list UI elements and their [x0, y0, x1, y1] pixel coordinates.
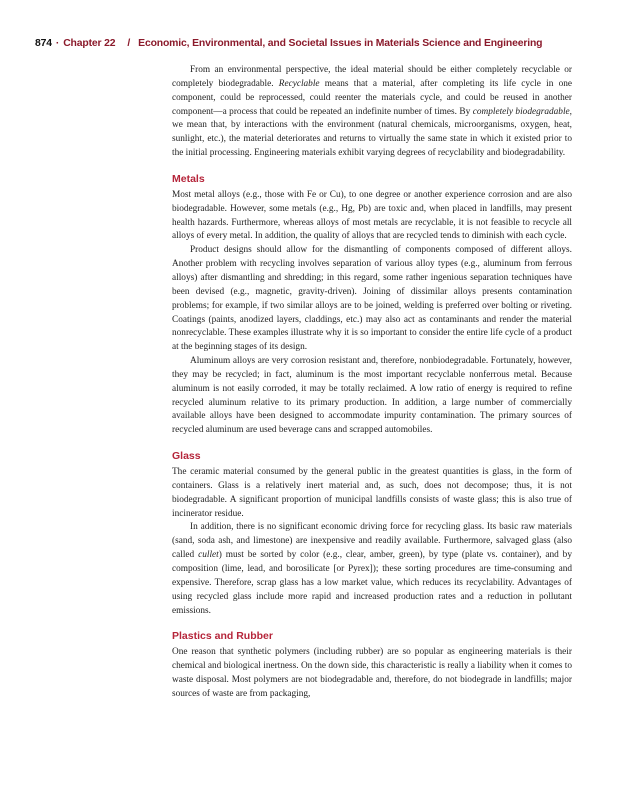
metals-paragraph-3: Aluminum alloys are very corrosion resistant and, therefore, nonbiodegradable. Fortunately, however, they may be recycled; in fact, aluminum is the most important recyclable nonferrous metal. Because aluminum is not easily corroded, it may be totally reclaimed. A low ratio of energy is required to refine recycled aluminum relative to its primary production. In addition, a large number of commercially available alloys have been designed to accommodate impurity contamination. The primary sources of recycled aluminum are used beverage cans and scrapped automobiles.	[172, 356, 572, 436]
head-separator: ·	[55, 38, 60, 49]
metals-paragraph-2: Product designs should allow for the dismantling of components composed of different alloys. Another problem with recycling involves separation of various alloy types (e.g., aluminum from ferrous alloys) after dismantling and shredding; in this regard, some rather ingenious separation techniques have been devised (e.g., magnetic, gravity-driven). Joining of dissimilar alloys presents contamination problems; for example, if two similar alloys are to be joined, welding is preferred over bolting or riveting. Coatings (paints, anodized layers, claddings, etc.) may also act as contaminants and render the material nonrecyclable. These examples illustrate why it is so important to consider the entire life cycle of a product at the beginning stages of its design.	[172, 245, 572, 353]
chapter-label: Chapter 22	[63, 38, 116, 49]
plastics-paragraph-1: One reason that synthetic polymers (including rubber) are so popular as engineering materials is their chemical and biological inertness. On the down side, this characteristic is really a liability when it comes to waste disposal. Most polymers are not biodegradable and, therefore, do not biodegrade in landfills; major sources of waste are from packaging,	[172, 647, 572, 699]
chapter-title: Economic, Environmental, and Societal Issues in Materials Science and Engineering	[138, 38, 543, 49]
glass-paragraph-2	[172, 521, 572, 618]
intro-text-1: From an environmental perspective, the ideal material should be either completely recyclable or completely biodegradable.	[172, 65, 572, 89]
intro-paragraph	[172, 64, 572, 161]
intro-text-3: , we mean that, by interactions with the environment (natural chemicals, microorganisms, oxygen, heat, sunlight, etc.), the material deteriorates and returns to virtually the same state in which it existed prior to the initial processing. Engineering materials exhibit varying degrees of recyclability and biodegradability.	[172, 106, 572, 159]
head-slash: /	[127, 38, 131, 49]
glass-text-2: ) must be sorted by color (e.g., clear, amber, green), by type (plate vs. container), and by composition (lime, lead, and borosilicate [or Pyrex]); these sorting procedures are time-consuming and expensive. Therefore, scrap glass has a low market value, which reduces its recyclability. Advantages of using recycled glass include more rapid and increased production rates and a reduction in pollutant emissions.	[172, 550, 572, 616]
section-heading-plastics: Plastics and Rubber	[172, 630, 273, 643]
metals-paragraph-1: Most metal alloys (e.g., those with Fe or Cu), to one degree or another experience corrosion and are also biodegradable. However, some metals (e.g., Hg, Pb) are toxic and, when placed in landfills, may present health hazards. Furthermore, whereas alloys of most metals are recyclable, it is not feasible to recycle all alloys of every metal. In addition, the quality of alloys that are recycled tends to diminish with each cycle.	[172, 189, 572, 242]
glass-text-1: In addition, there is no significant economic driving force for recycling glass. Its basic raw materials (sand, soda ash, and limestone) are inexpensive and readily available. Furthermore, salvaged glass (also called	[172, 522, 572, 561]
term-recyclable: Recyclable	[278, 78, 320, 89]
page-number: 874	[35, 38, 52, 49]
section-heading-glass: Glass	[172, 450, 201, 463]
term-cullet: cullet	[198, 550, 219, 561]
term-completely-biodegradable: completely biodegradable	[472, 106, 570, 117]
intro-text-2: means that a material, after completing its life cycle in one component, could be reprocessed, could reenter the materials cycle, and could be reused in another component—a process that could be repeated an indefinite number of times. By	[172, 78, 572, 117]
running-head	[35, 38, 575, 49]
section-heading-metals: Metals	[172, 172, 205, 185]
glass-paragraph-1: The ceramic material consumed by the general public in the greatest quantities is glass, in the form of containers. Glass is a relatively inert material and, as such, does not decompose; thus, it is not biodegradable. A significant proportion of municipal landfills consists of waste glass; this is also true of incinerator residue.	[172, 467, 572, 519]
page-body	[172, 64, 572, 702]
